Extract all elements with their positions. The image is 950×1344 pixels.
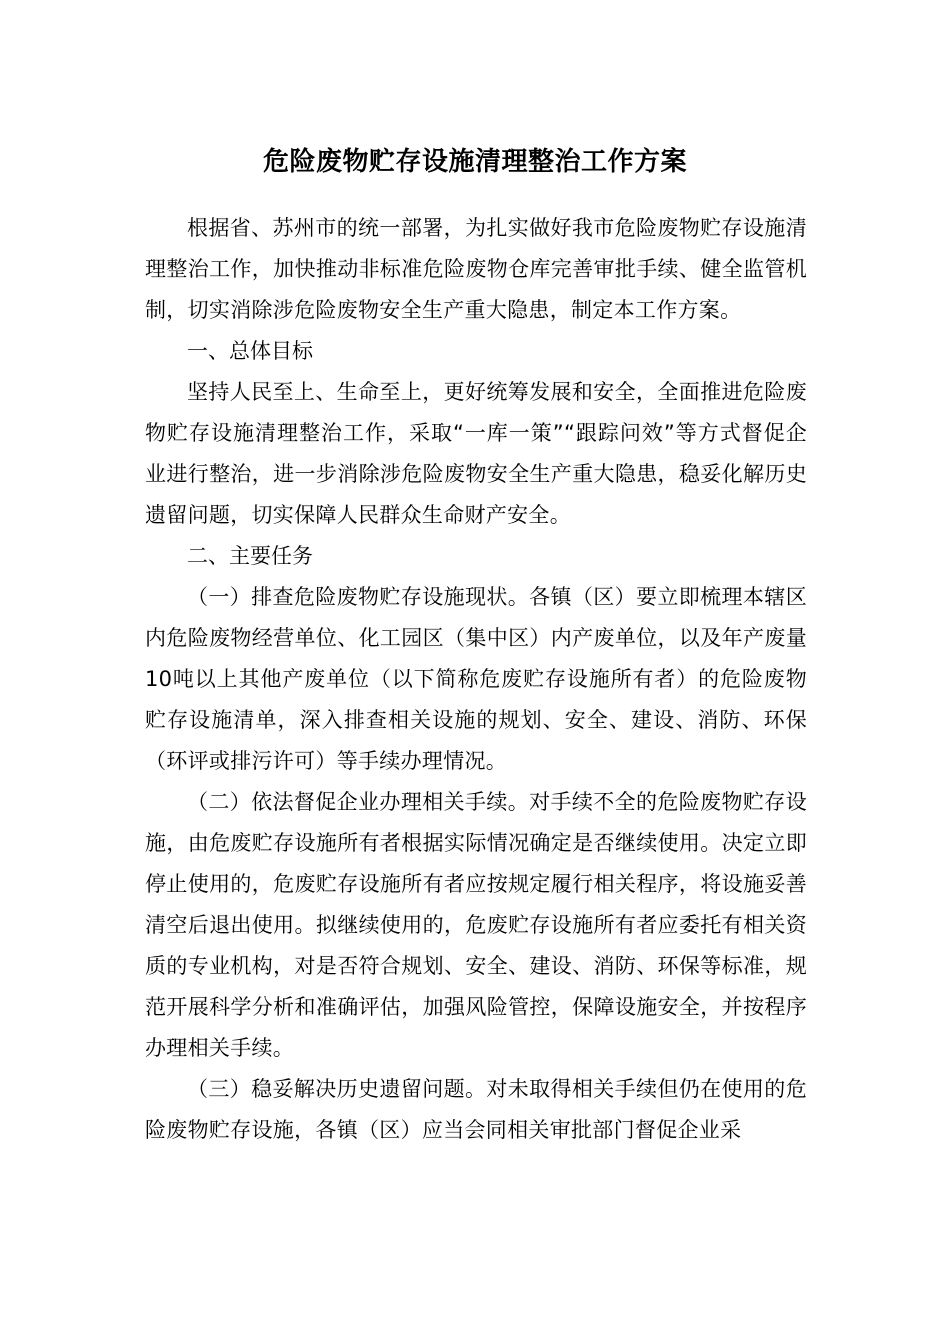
- task-paragraph-3: （三）稳妥解决历史遗留问题。对未取得相关手续但仍在使用的危险废物贮存设施，各镇（区）应当会同相关审批部门督促企业采: [145, 1077, 807, 1142]
- document-title: 危险废物贮存设施清理整治工作方案: [262, 147, 687, 177]
- intro-paragraph: 根据省、苏州市的统一部署，为扎实做好我市危险废物贮存设施清理整治工作，加快推动非标准危险废物仓库完善审批手续、健全监管机制，切实消除涉危险废物安全生产重大隐患，制定本工作方案。: [145, 216, 807, 322]
- overall-goal-paragraph: 坚持人民至上、生命至上，更好统筹发展和安全，全面推进危险废物贮存设施清理整治工作，采取“一库一策”“跟踪问效”等方式督促企业进行整治，进一步消除涉危险废物安全生产重大隐患，稳妥化解历史遗留问题，切实保障人民群众生命财产安全。: [145, 380, 807, 527]
- section-heading-main-tasks: 二、主要任务: [187, 544, 313, 568]
- section-heading-overall-goal: 一、总体目标: [187, 339, 313, 363]
- task-paragraph-1: （一）排查危险废物贮存设施现状。各镇（区）要立即梳理本辖区内危险废物经营单位、化工园区（集中区）内产废单位，以及年产废量10吨以上其他产废单位（以下简称危废贮存设施所有者）的危险废物贮存设施清单，深入排查相关设施的规划、安全、建设、消防、环保（环评或排污许可）等手续办理情况。: [145, 585, 807, 773]
- document-body: [145, 208, 807, 1151]
- task-paragraph-2: （二）依法督促企业办理相关手续。对手续不全的危险废物贮存设施，由危废贮存设施所有者根据实际情况确定是否继续使用。决定立即停止使用的，危废贮存设施所有者应按规定履行相关程序，将设施妥善清空后退出使用。拟继续使用的，危废贮存设施所有者应委托有相关资质的专业机构，对是否符合规划、安全、建设、消防、环保等标准，规范开展科学分析和准确评估，加强风险管控，保障设施安全，并按程序办理相关手续。: [145, 790, 807, 1060]
